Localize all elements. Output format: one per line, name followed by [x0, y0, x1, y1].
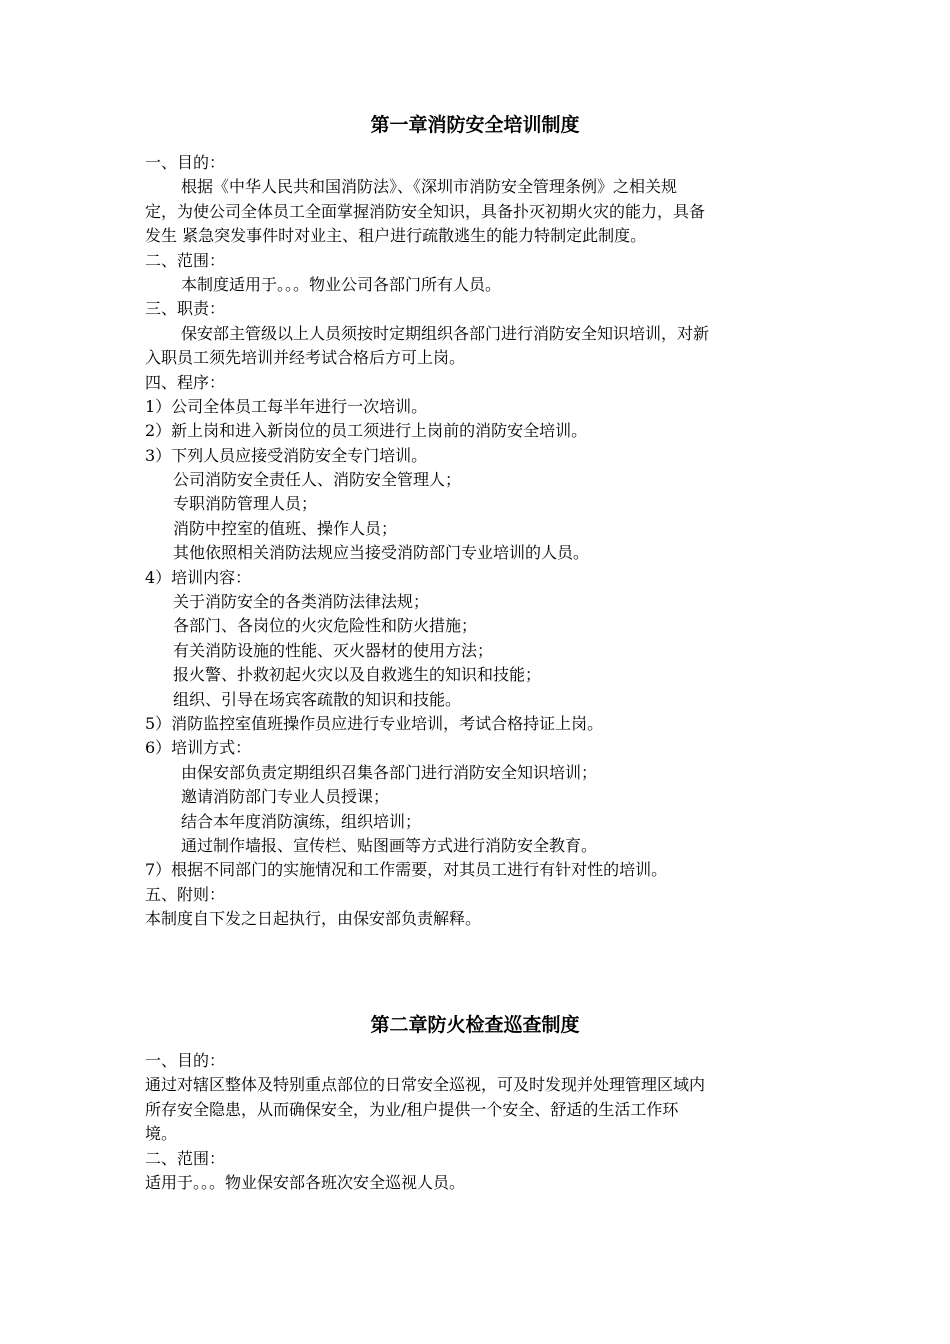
sub-item: 通过制作墙报、宣传栏、贴图画等方式进行消防安全教育。 — [181, 835, 598, 855]
paragraph-line: 通过对辖区整体及特别重点部位的日常安全巡视，可及时发现并处理管理区域内 — [145, 1075, 706, 1095]
list-item: 4）培训内容： — [145, 567, 252, 587]
section-heading: 三、职责： — [145, 299, 226, 319]
sub-item: 有关消防设施的性能、灭火器材的使用方法； — [173, 640, 494, 660]
section-heading: 二、范围： — [145, 250, 226, 270]
sub-item: 消防中控室的值班、操作人员； — [173, 518, 398, 538]
paragraph-line: 本制度适用于。。。物业公司各部门所有人员。 — [181, 274, 502, 294]
chapter-1-body — [145, 151, 817, 932]
sub-item: 邀请消防部门专业人员授课； — [181, 787, 390, 807]
paragraph-line: 保安部主管级以上人员须按时定期组织各部门进行消防安全知识培训，对新 — [181, 323, 710, 343]
paragraph-line: 入职员工须先培训并经考试合格后方可上岗。 — [145, 348, 466, 368]
list-item: 7）根据不同部门的实施情况和工作需要，对其员工进行有针对性的培训。 — [145, 860, 668, 880]
paragraph-line: 定，为使公司全体员工全面掌握消防安全知识，具备扑灭初期火灾的能力，具备 — [145, 201, 706, 221]
list-item: 5）消防监控室值班操作员应进行专业培训，考试合格持证上岗。 — [145, 713, 604, 733]
sub-item: 结合本年度消防演练，组织培训； — [181, 811, 422, 831]
paragraph-line: 适用于。。。物业保安部各班次安全巡视人员。 — [145, 1172, 466, 1192]
section-heading: 四、程序： — [145, 372, 226, 392]
sub-item: 报火警、扑救初起火灾以及自救逃生的知识和技能； — [173, 665, 542, 685]
list-item: 6）培训方式： — [145, 738, 252, 758]
section-heading: 五、附则： — [145, 884, 226, 904]
paragraph-line: 境。 — [145, 1124, 178, 1144]
sub-item: 关于消防安全的各类消防法律法规； — [173, 592, 430, 612]
paragraph-line: 所存安全隐患，从而确保安全，为业/租户提供一个安全、舒适的生活工作环 — [145, 1099, 679, 1119]
sub-item: 专职消防管理人员； — [173, 494, 318, 514]
chapter-2-body — [145, 1049, 817, 1195]
chapter-1 — [0, 113, 950, 137]
section-heading: 一、目的： — [145, 1051, 226, 1070]
section-heading: 二、范围： — [145, 1148, 226, 1168]
paragraph-line: 本制度自下发之日起执行，由保安部负责解释。 — [145, 909, 482, 929]
chapter-title: 第一章消防安全培训制度 — [370, 114, 580, 136]
paragraph-line: 发生 紧急突发事件时对业主、租户进行疏散逃生的能力特制定此制度。 — [145, 226, 647, 246]
list-item: 1）公司全体员工每半年进行一次培训。 — [145, 396, 428, 416]
chapter-2 — [0, 1013, 950, 1037]
chapter-title: 第二章防火检查巡查制度 — [370, 1014, 580, 1036]
sub-item: 由保安部负责定期组织召集各部门进行消防安全知识培训； — [181, 762, 598, 782]
sub-item: 其他依照相关消防法规应当接受消防部门专业培训的人员。 — [173, 543, 590, 563]
list-item: 3）下列人员应接受消防安全专门培训。 — [145, 445, 428, 465]
sub-item: 组织、引导在场宾客疏散的知识和技能。 — [173, 689, 462, 709]
sub-item: 各部门、各岗位的火灾危险性和防火措施； — [173, 616, 478, 636]
sub-item: 公司消防安全责任人、消防安全管理人； — [173, 470, 462, 490]
list-item: 2）新上岗和进入新岗位的员工须进行上岗前的消防安全培训。 — [145, 421, 588, 441]
section-heading: 一、目的： — [145, 153, 226, 172]
paragraph-line: 根据《中华人民共和国消防法》、《深圳市消防安全管理条例》之相关规 — [181, 177, 678, 197]
